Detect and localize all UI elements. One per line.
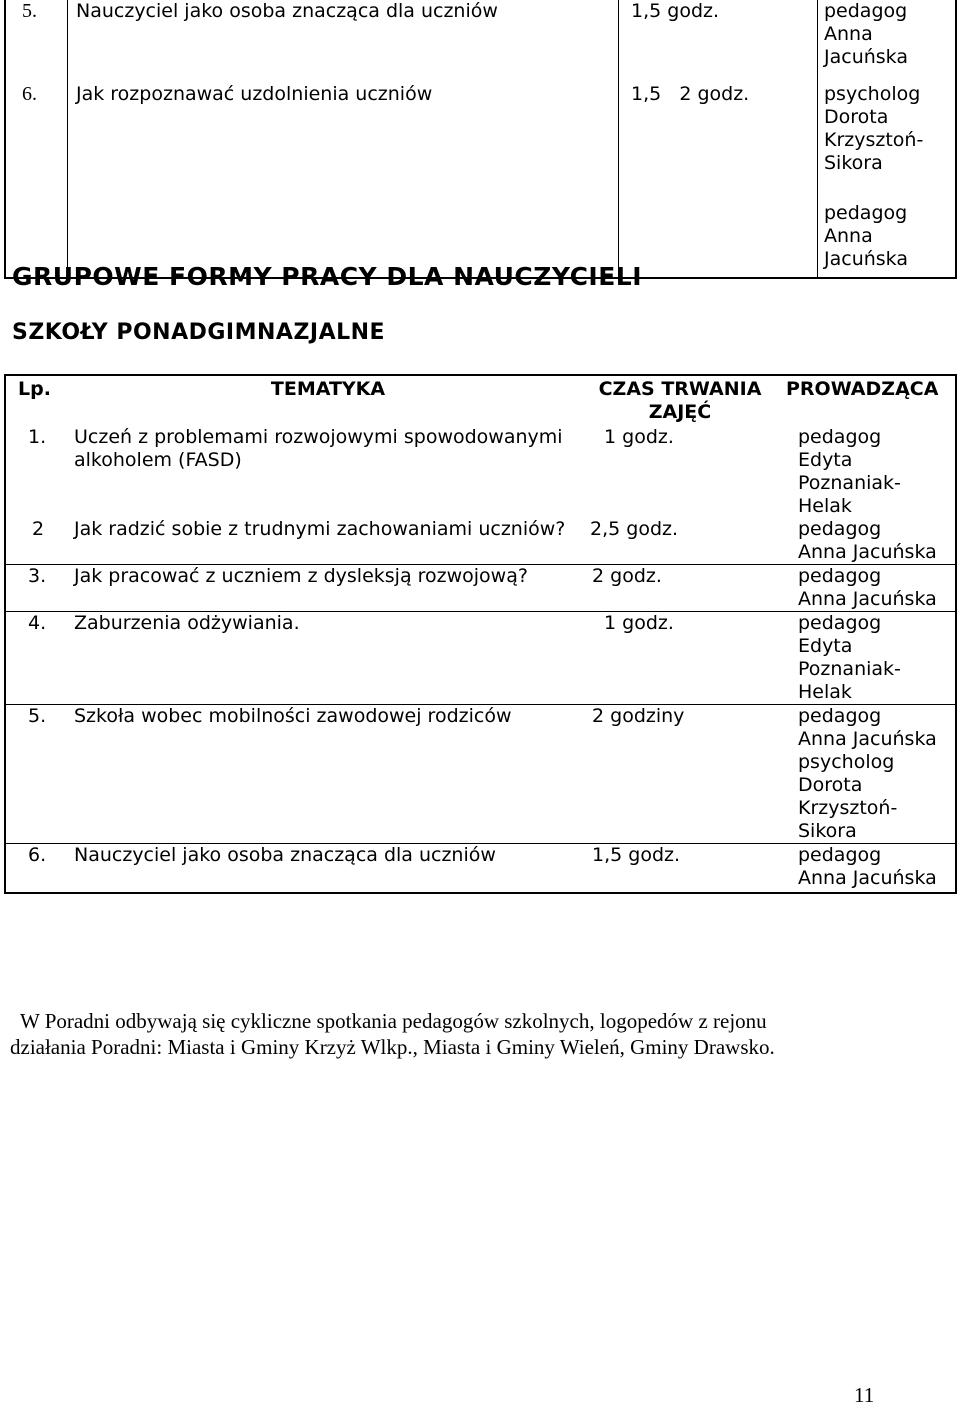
row-number: 6. — [5, 83, 68, 278]
lead-line: Dorota — [798, 774, 863, 796]
lead-line: Jacuńska — [824, 248, 908, 270]
continued-table — [4, 0, 957, 279]
row-topic: Jak rozpoznawać uzdolnienia uczniów — [68, 83, 619, 278]
row-topic: Zaburzenia odżywiania. — [74, 612, 582, 705]
table-row — [5, 0, 956, 83]
row-topic: Uczeń z problemami rozwojowymi spowodowanymi alkoholem (FASD) — [74, 426, 563, 471]
lead-line: Edyta — [798, 635, 853, 657]
lead-line: Poznaniak- — [798, 658, 901, 680]
row-topic: Nauczyciel jako osoba znacząca dla uczniów — [68, 0, 619, 83]
row-time: 1,5 2 godz. — [619, 83, 818, 278]
lead-line: pedagog — [824, 0, 908, 22]
lead-line: Helak — [798, 681, 852, 703]
row-number: 4. — [5, 612, 74, 705]
row-number: 1. — [28, 426, 47, 448]
lead-line: pedagog Anna — [824, 202, 908, 247]
lead-line: Krzysztoń- — [824, 129, 924, 151]
lead-line: Edyta — [798, 449, 853, 471]
lead-spacer — [824, 175, 955, 202]
row-time: 2 godz. — [582, 565, 778, 612]
lead-line: Krzysztoń- — [798, 797, 898, 819]
row-number: 2 — [32, 518, 45, 540]
row-lead — [778, 426, 956, 518]
row-topic: Nauczyciel jako osoba znacząca dla uczniów — [74, 844, 582, 894]
table-row — [5, 518, 956, 565]
row-time: 2 godziny — [582, 705, 778, 844]
lead-line: Helak — [798, 495, 852, 517]
lead-line: pedagog — [798, 705, 882, 727]
table-row — [5, 844, 956, 894]
lead-line: pedagog — [798, 565, 882, 587]
note-line: działania Poradni: Miasta i Gminy Krzyż Wlkp., Miasta i Gminy Wieleń, Gminy Drawsko. — [10, 1035, 775, 1059]
lead-line: Anna Jacuńska — [824, 23, 908, 68]
lead-line: psycholog — [798, 751, 895, 773]
lead-line: pedagog — [798, 612, 882, 634]
row-number: 5. — [5, 705, 74, 844]
row-number: 3. — [5, 565, 74, 612]
row-lead — [778, 705, 956, 844]
row-topic: Jak pracować z uczniem z dysleksją rozwojową? — [74, 565, 582, 612]
row-time: 1,5 godz. — [582, 844, 778, 894]
row-time: 1 godz. — [604, 426, 674, 448]
row-time: 2,5 godz. — [590, 518, 679, 540]
topics-table — [4, 374, 957, 894]
lead-line: Sikora — [798, 820, 857, 842]
lead-line: Anna Jacuńska — [798, 867, 937, 889]
table-row — [5, 612, 956, 705]
lead-line: Anna Jacuńska — [798, 728, 937, 750]
page-number: 11 — [854, 1383, 875, 1407]
lead-line: Dorota — [824, 106, 889, 128]
row-lead — [778, 565, 956, 612]
header-time: CZAS TRWANIA ZAJĘĆ — [598, 378, 762, 423]
table-header-row — [5, 375, 956, 426]
note-paragraph — [10, 1008, 910, 1060]
row-number: 6. — [5, 844, 74, 894]
row-time: 1 godz. — [582, 612, 778, 705]
table-row — [5, 426, 956, 518]
section-subheading: SZKOŁY PONADGIMNAZJALNE — [12, 320, 386, 345]
lead-line: Anna Jacuńska — [798, 588, 937, 610]
table-row — [5, 705, 956, 844]
header-topic: TEMATYKA — [270, 378, 386, 400]
section-heading: GRUPOWE FORMY PRACY DLA NAUCZYCIELI — [12, 262, 643, 291]
header-lead: PROWADZĄCA — [786, 378, 939, 400]
row-lead — [818, 83, 957, 278]
lead-line: pedagog — [798, 426, 882, 448]
header-lp: Lp. — [18, 378, 51, 400]
lead-line: Poznaniak- — [798, 472, 901, 494]
row-lead — [818, 0, 957, 83]
lead-line: pedagog — [798, 844, 882, 866]
row-number: 5. — [5, 0, 68, 83]
table-row — [5, 565, 956, 612]
row-lead — [778, 518, 956, 565]
row-topic: Szkoła wobec mobilności zawodowej rodziców — [74, 705, 582, 844]
note-line: W Poradni odbywają się cykliczne spotkania pedagogów szkolnych, logopedów z rejonu — [20, 1009, 767, 1033]
table-row — [5, 83, 956, 278]
lead-line: pedagog — [798, 518, 882, 540]
row-time: 1,5 godz. — [619, 0, 818, 83]
lead-line: psycholog — [824, 83, 921, 105]
row-topic: Jak radzić sobie z trudnymi zachowaniami uczniów? — [74, 518, 566, 540]
lead-line: Sikora — [824, 152, 883, 174]
lead-line: Anna Jacuńska — [798, 541, 937, 563]
row-lead — [778, 844, 956, 894]
row-lead — [778, 612, 956, 705]
